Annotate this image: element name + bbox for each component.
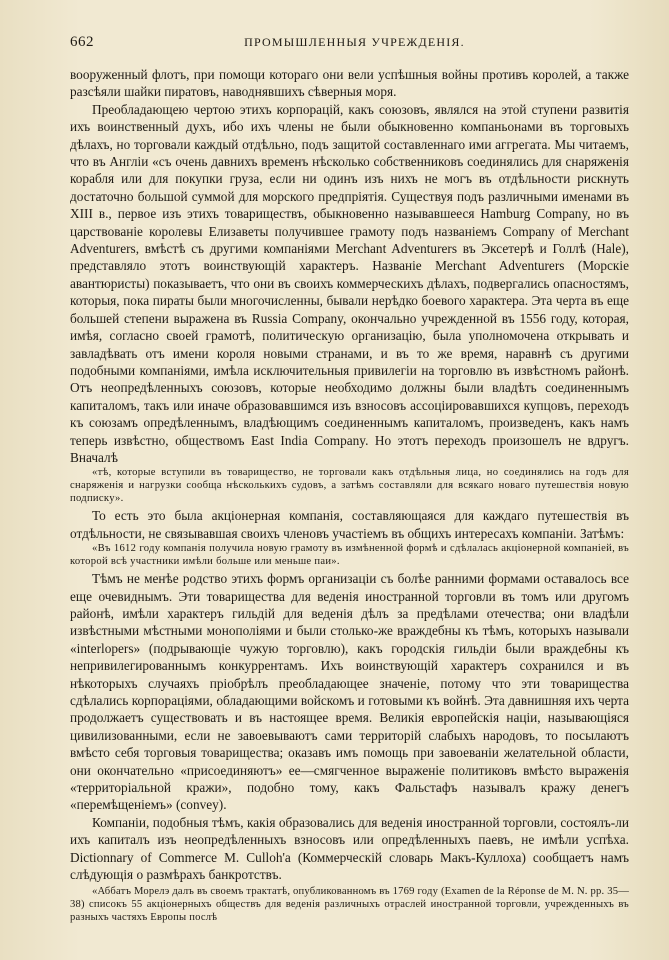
paragraph: Тѣмъ не менѣе родство этихъ формъ организаціи съ болѣе ранними формами оставалось все еще очевиднымъ. Эти товарищества для веденія иностранной торговли въ томъ или другомъ районѣ, имѣли характеръ гильдій для веденія дѣлъ за предѣлами отечества; они владѣли извѣстными мѣстными монополіями и были столько-же враждебны къ тѣмъ, которыхъ называли «interlopers» (подрывающіе чужую торговлю), какъ городскія гильдіи были враждебны къ непривилегированнымъ конкуррентамъ. Ихъ воинствующій характеръ сохранился и въ нѣкоторыхъ случаяхъ пріобрѣлъ преобладающее значеніе, потому что эти товарищества сдѣлались корпораціями, обладающими войскомъ и готовыми къ войнѣ. Эта давнишняя ихъ черта продолжаетъ существовать и въ настоящее время. Великія европейскія націи, называющіяся цивилизованными, если не завоевываютъ сами территорій слабыхъ народовъ, то посылаютъ вмѣсто себя торговыя товарищества; оказавъ имъ помощь при завоеваніи желательной области, они окончательно «присоединяютъ» ее—смягченное выраженіе политиковъ вмѣсто выраженія «территоріальной кражи», подобно тому, какъ Фальстафъ называлъ кражу денегъ «перемѣщеніемъ» (convey).	[70, 571, 629, 813]
paragraph: вооруженный флотъ, при помощи котораго они вели успѣшныя войны противъ королей, а также разсѣяли шайки пиратовъ, наводнявшихъ сѣверныя моря.	[70, 67, 629, 100]
body-text	[70, 66, 629, 924]
page-header	[70, 34, 629, 54]
block-quote: «Аббатъ Морелэ далъ въ своемъ трактатѣ, опубликованномъ въ 1769 году (Examen de la Réponse de M. N. pp. 35—38) списокъ 55 акціонерныхъ обществъ для веденія различныхъ отраслей иностранной торговли, учрежденныхъ въ разныхъ частяхъ Европы послѣ	[70, 886, 629, 923]
running-title: ПРОМЫШЛЕННЫЯ УЧРЕЖДЕНІЯ.	[244, 35, 465, 49]
block-quote: «тѣ, которые вступили въ товарищество, не торговали какъ отдѣльныя лица, но соединялись на годъ для снаряженія и нагрузки сообща нѣсколькихъ судовъ, а затѣмъ составляли для всякаго новаго путешествія новую подписку».	[70, 467, 629, 504]
paragraph: То есть это была акціонерная компанія, составляющаяся для каждаго путешествія въ отдѣльности, не связывавшая своихъ членовъ участіемъ въ общихъ интересахъ компаніи. Затѣмъ:	[70, 508, 629, 541]
block-quote: «Въ 1612 году компанія получила новую грамоту въ измѣненной формѣ и сдѣлалась акціонерной компаніей, въ которой всѣ участники имѣли больше или меньше паи».	[70, 542, 629, 567]
paragraph: Преобладающею чертою этихъ корпорацій, какъ союзовъ, являлся на этой ступени развитія ихъ воинственный духъ, ибо ихъ члены не были обыкновенно компаньонами въ торговыхъ дѣлахъ, но торговали каждый отдѣльно, подъ защитой составленнаго ими аггрегата. Мы читаемъ, что въ Англіи «съ очень давнихъ временъ нѣсколько собственниковъ соединялись для снаряженія корабля или для покупки груза, если ни одинъ изъ нихъ не могъ въ отдѣльности рискнуть достаточно большой суммой для морского предпріятія. Существуя подъ различными именами въ XIII в., первое изъ этихъ товариществъ, обыкновенно называвшееся Hamburg Company, но въ царствованіе королевы Елизаветы получившее грамоту подъ названіемъ Company of Merchant Adventurers, вмѣстѣ съ другими компаніями Merchant Adventurers въ Эксетерѣ и Голлѣ (Hale), представляло этотъ воинствующій характеръ. Названіе Merchant Adventurers (Морскіе авантюристы) показываетъ, что они въ своихъ коммерческихъ дѣлахъ, подвергались опасностямъ, которыя, пока пираты были многочисленны, бывали нерѣдко боевого характера. Эта черта въ еще большей степени выражена въ Russia Company, окончально учрежденной въ 1556 году, которая, имѣя, согласно своей грамотѣ, политическую организацію, была уполномочена открывать и завладѣвать отъ имени короля новыми странами, и въ то же время, наравнѣ съ другими подобными компаніями, имѣла исключительныя привилегіи на торговлю въ извѣстномъ районѣ. Отъ неопредѣленныхъ союзовъ, которые необходимо должны были владѣть соединеннымъ капиталомъ, такъ или иначе образовавшимся изъ взносовъ ассоціировавшихся купцовъ, переходъ къ союзамъ опредѣленнымъ, владѣющимъ соединеннымъ капиталомъ, произведенъ, какъ намъ теперь извѣстно, обществомъ East India Company. Но этотъ переходъ произошелъ не вдругъ. Вначалѣ	[70, 101, 629, 465]
page-number: 662	[70, 34, 94, 50]
paragraph: Компаніи, подобныя тѣмъ, какія образовались для веденія иностранной торговли, состоялъ-ли ихъ капиталъ изъ неопредѣленныхъ взносовъ или опредѣленныхъ паевъ, не имѣли успѣха. Dictionnary of Commerce M. Culloh'a (Коммерческій словарь Макъ-Куллоха) сообщаетъ намъ слѣдующія о размѣрахъ банкротствъ.	[70, 814, 629, 883]
